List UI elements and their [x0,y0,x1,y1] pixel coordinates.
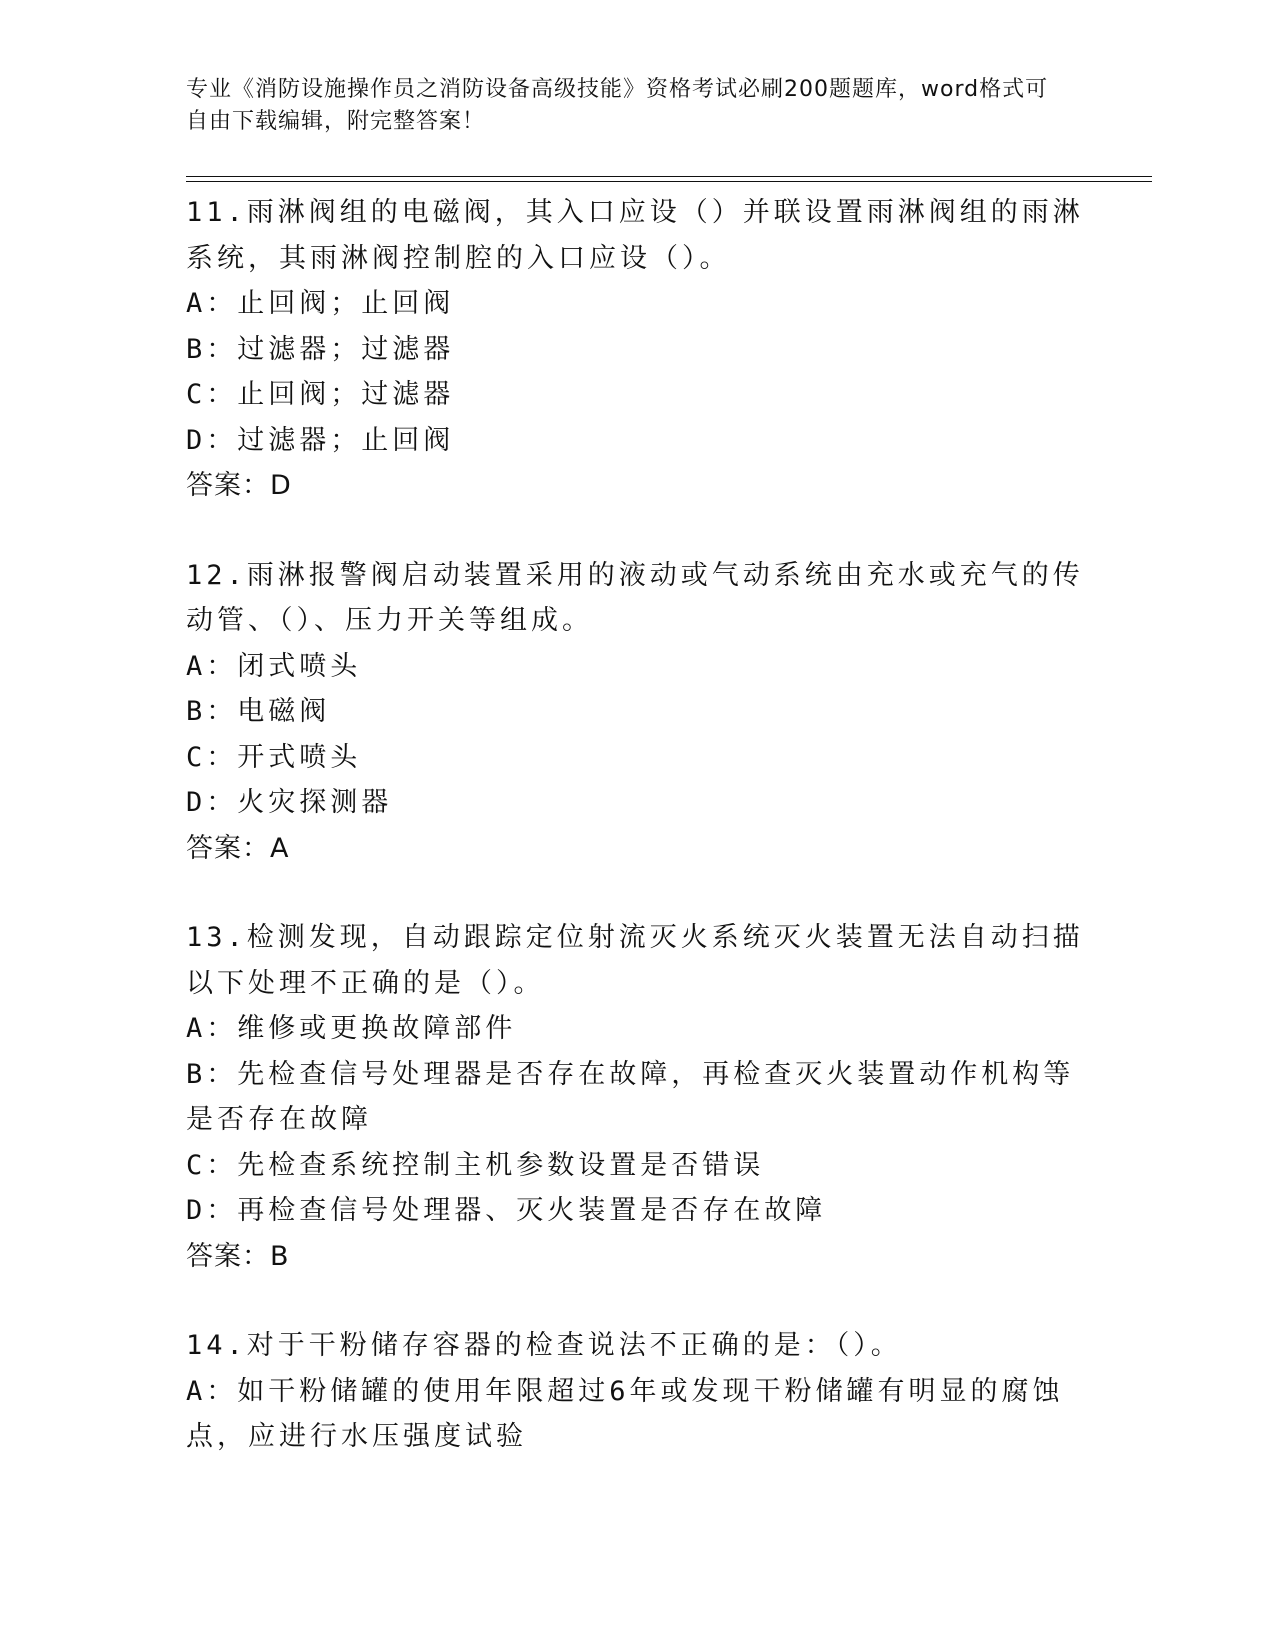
document-header: 专业《消防设施操作员之消防设备高级技能》资格考试必刷200题题库，word格式可自由下载编辑，附完整答案！ [186,77,1049,134]
question-text: 12.雨淋报警阀启动装置采用的液动或气动系统由充水或充气的传动管、（）、压力开关等组成。 [186,559,1084,636]
option-d: D：过滤器；止回阀 [186,424,455,456]
option-a: A：维修或更换故障部件 [186,1013,517,1044]
question-13 [186,915,1086,1279]
option-b: B：电磁阀 [186,696,331,727]
question-text: 13.检测发现，自动跟踪定位射流灭火系统灭火装置无法自动扫描以下处理不正确的是（）。 [186,922,1084,999]
option-c: C：先检查系统控制主机参数设置是否错误 [186,1149,765,1181]
answer: 答案：D [186,470,292,501]
question-11 [186,190,1086,509]
option-c: C：止回阀；过滤器 [186,379,455,410]
header-divider [186,176,1152,182]
answer: 答案：A [186,832,290,864]
question-list [186,190,1086,1504]
option-a: A：如干粉储罐的使用年限超过6年或发现干粉储罐有明显的腐蚀点，应进行水压强度试验 [186,1375,1064,1452]
option-b: B：先检查信号处理器是否存在故障，再检查灭火装置动作机构等是否存在故障 [186,1058,1075,1135]
option-d: D：再检查信号处理器、灭火装置是否存在故障 [186,1195,827,1226]
question-text: 11.雨淋阀组的电磁阀，其入口应设（）并联设置雨淋阀组的雨淋系统，其雨淋阀控制腔的入口应设（）。 [186,197,1084,274]
question-14 [186,1323,1086,1460]
option-a: A：止回阀；止回阀 [186,288,455,319]
option-d: D：火灾探测器 [186,787,393,818]
option-a: A：闭式喷头 [186,650,362,682]
option-b: B：过滤器；过滤器 [186,333,455,365]
answer: 答案：B [186,1240,290,1272]
question-12 [186,553,1086,872]
question-text: 14.对于干粉储存容器的检查说法不正确的是：（）。 [186,1330,902,1361]
option-c: C：开式喷头 [186,741,362,773]
